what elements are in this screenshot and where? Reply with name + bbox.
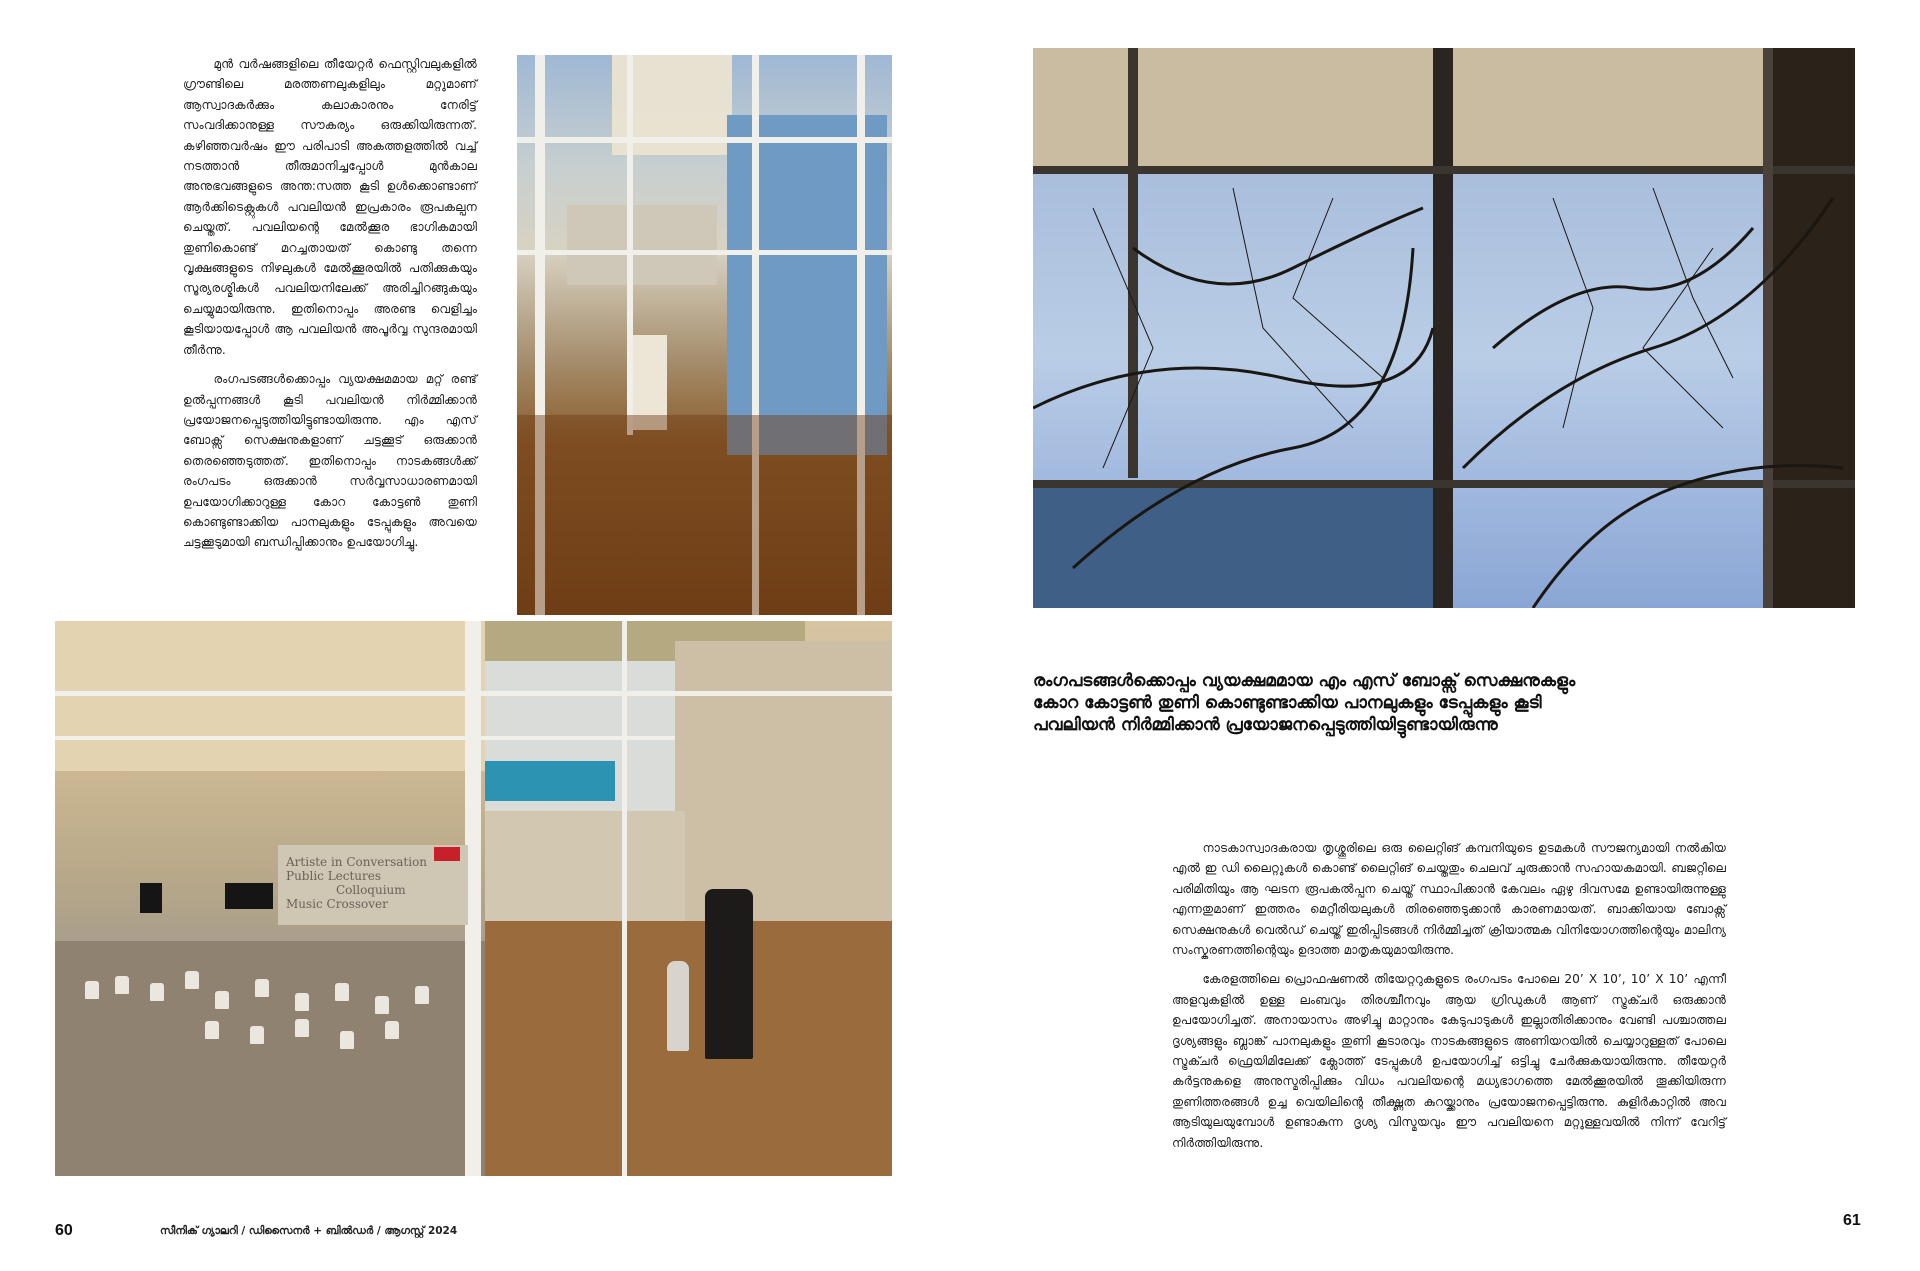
page-number-left: 60 — [55, 1222, 73, 1239]
right-body-text — [1172, 838, 1726, 1162]
photo-pavilion-lecture-hall — [55, 621, 892, 1176]
paragraph: രംഗപടങ്ങൾക്കൊപ്പം വ്യയക്ഷമമായ മറ്റ് രണ്ട് ഉൽപ്പന്നങ്ങൾ കൂടി പവലിയൻ നിർമ്മിക്കാൻ പ്രയോജനപ്പെടുത്തിയിട്ടുണ്ടായിരുന്നു. എം എസ് ബോക്സ് സെക്ഷനുകളാണ് ചട്ടക്കൂട് ഒരുക്കാൻ തെരഞ്ഞെടുത്തത്. ഇതിനൊപ്പം നാടകങ്ങൾക്ക് രംഗപടം ഒരുക്കാൻ സർവ്വസാധാരണമായി ഉപയോഗിക്കാറുള്ള കോറ കോട്ടൺ തുണി കൊണ്ടുണ്ടാക്കിയ പാനലുകളും ടേപ്പുകളും അവയെ ചട്ടക്കൂടുമായി ബന്ധിപ്പിക്കാനും ഉപയോഗിച്ചു. — [183, 372, 477, 550]
photo-pavilion-corridor — [517, 55, 892, 615]
left-body-text — [183, 54, 477, 562]
photo-sky-through-frame — [1033, 48, 1855, 608]
pull-quote-line: പവലിയൻ നിർമ്മിക്കാൻ പ്രയോജനപ്പെടുത്തിയിട്ടുണ്ടായിരുന്നു — [1033, 715, 1498, 735]
sign-line: Public Lectures — [286, 869, 382, 883]
pull-quote — [1033, 670, 1653, 736]
paragraph: കേരളത്തിലെ പ്രൊഫഷണൽ തിയേറ്ററുകളുടെ രംഗപടം പോലെ 20’ X 10’, 10’ X 10’ എന്നീ അളവുകളിൽ ഉള്ള ലംബവും തിരശ്ചീനവും ആയ ഗ്രിഡുകൾ ആണ് സ്ട്രക്ചർ ഒരുക്കാൻ ഉപയോഗിച്ചത്. അനായാസം അഴിച്ചു മാറ്റാനും കേടുപാടുകൾ ഇല്ലാതിരിക്കാനും വേണ്ടി പശ്ചാത്തല ദൃശ്യങ്ങളും ബ്ലാങ്ക് പാനലുകളും തുണി കൂടാരവും നാടകങ്ങളുടെ അണിയറയിൽ ചെയ്യാറുള്ളത് പോലെ സ്ട്രക്ചർ ഫ്രെയിമിലേക്ക് ക്ലോത്ത് ടേപ്പുകൾ ഉപയോഗിച്ച് ഒട്ടിച്ചു ചേർക്കുകയായിരുന്നു. തീയേറ്റർ കർട്ടനുകളെ അനുസ്മരിപ്പിക്കും വിധം പവലിയന്റെ മധ്യഭാഗത്തെ മേൽക്കൂരയിൽ തൂക്കിയിരുന്ന തുണിത്തരങ്ങൾ ഉച്ച വെയിലിന്റെ തീക്ഷ്ണത കുറയ്ക്കാനും പ്രയോജനപ്പെട്ടിരുന്നു. കുളിർകാറ്റിൽ അവ ആടിയുലയുമ്പോൾ ഉണ്ടാകുന്ന ദൃശ്യ വിസ്മയവും ഈ പവലിയനെ മറ്റുള്ളവയിൽ നിന്ന് വേറിട്ട് നിർത്തിയിരുന്നു. — [1172, 972, 1726, 1150]
sign-line: Colloquium — [336, 883, 406, 897]
page-number-right: 61 — [1843, 1212, 1861, 1229]
running-head: സീനിക് ഗ്യാലറി / ഡിസൈനർ + ബിൽഡർ / ആഗസ്റ്റ് 2024 — [160, 1225, 458, 1237]
event-logo-icon — [434, 847, 460, 861]
event-banner-sign — [278, 845, 468, 925]
sign-line: Music Crossover — [286, 897, 388, 911]
sign-line: Artiste in Conversation — [286, 855, 428, 869]
tree-branches-silhouette — [1033, 48, 1855, 608]
pull-quote-line: കോറ കോട്ടൺ തുണി കൊണ്ടുണ്ടാക്കിയ പാനലുകളും ടേപ്പുകളും കൂടി — [1033, 693, 1542, 713]
paragraph: നാടകാസ്വാദകരായ തൃശ്ശൂരിലെ ഒരു ലൈറ്റിങ് കമ്പനിയുടെ ഉടമകൾ സൗജന്യമായി നൽകിയ എൽ ഇ ഡി ലൈറ്റുകൾ കൊണ്ട് ലൈറ്റിങ് ചെയ്തതും ചെലവ് ചുരുക്കാൻ സഹായകമായി. ബജറ്റിലെ പരിമിതിയും ആ ഘടന രൂപകൽപ്പന ചെയ്ത് സ്ഥാപിക്കാൻ കേവലം ഏഴു ദിവസമേ ഉണ്ടായിരുന്നുള്ളു എന്നതുമാണ് ഇത്തരം മെറ്റീരിയലുകൾ തിരഞ്ഞെടുക്കാൻ കാരണമായത്. ബാക്കിയായ ബോക്സ് സെക്ഷനുകൾ വെൽഡ് ചെയ്ത് ഇരിപ്പിടങ്ങൾ നിർമ്മിച്ചത് ക്രിയാത്മക വിനിയോഗത്തിന്റെയും മാലിന്യ സംസ്കരണത്തിന്റെയും ഉദാത്ത മാതൃകയുമായിരുന്നു. — [1172, 841, 1726, 958]
pull-quote-line: രംഗപടങ്ങൾക്കൊപ്പം വ്യയക്ഷമമായ എം എസ് ബോക്സ് സെക്ഷനുകളും — [1033, 671, 1576, 691]
paragraph: മുൻ വർഷങ്ങളിലെ തീയേറ്റർ ഫെസ്റ്റിവലുകളിൽ ഗ്രൗണ്ടിലെ മരത്തണലുകളിലും മറ്റുമാണ് ആസ്വാദകർക്കും കലാകാരനും നേരിട്ട് സംവദിക്കാനുള്ള സൗകര്യം ഒരുക്കിയിരുന്നത്. കഴിഞ്ഞവർഷം ഈ പരിപാടി അകത്തളത്തിൽ വച്ച് നടത്താൻ തീരുമാനിച്ചപ്പോൾ മുൻകാല അനുഭവങ്ങളുടെ അന്ത:സത്ത കൂടി ഉൾക്കൊണ്ടാണ് ആർക്കിടെക്റ്റുകൾ പവലിയൻ ഇപ്രകാരം രൂപകല്പന ചെയ്തത്. പവലിയന്റെ മേൽക്കൂര ഭാഗികമായി തുണികൊണ്ട് മറച്ചതായത് കൊണ്ടു തന്നെ വൃക്ഷങ്ങളുടെ നിഴലുകൾ മേൽക്കൂരയിൽ പതിക്കുകയും സൂര്യരശ്മികൾ പവലിയനിലേക്ക് അരിച്ചിറങ്ങുകയും ചെയ്യുമായിരുന്നു. ഇതിനൊപ്പം അരണ്ട വെളിച്ചം കൂടിയായപ്പോൾ ആ പവലിയൻ അപൂർവ്വ സുന്ദരമായി തീർന്നു. — [183, 57, 477, 357]
